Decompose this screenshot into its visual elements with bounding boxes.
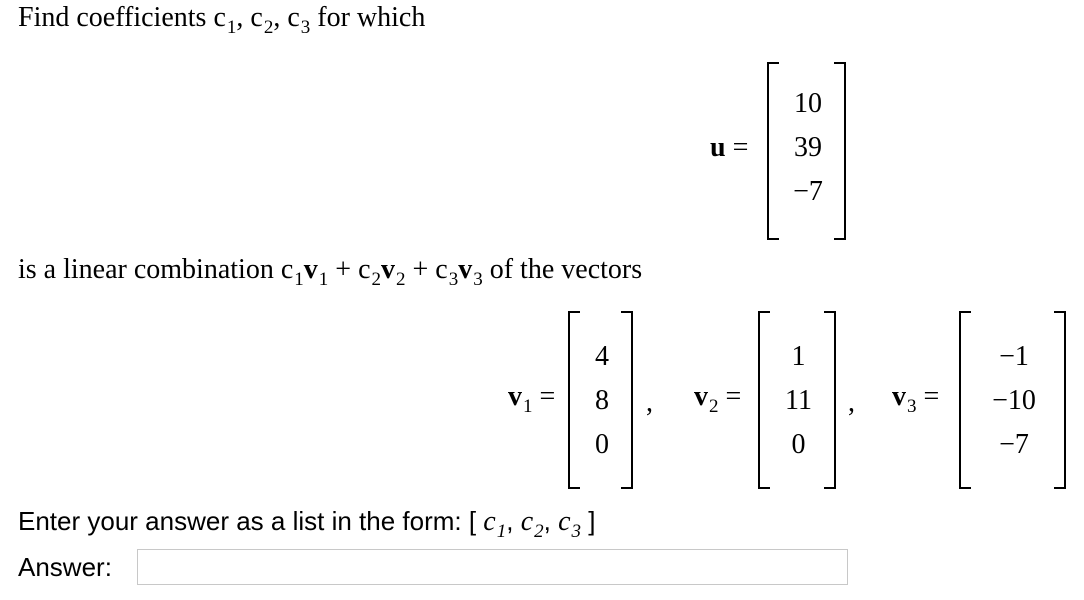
- find-text: Find coefficients: [18, 2, 214, 33]
- matrix-entry: 8: [595, 385, 609, 416]
- matrix-entry: 39: [794, 132, 822, 163]
- separator-comma: ,: [848, 387, 855, 418]
- v3-vector: [892, 311, 1072, 487]
- matrix-entry: −10: [992, 385, 1036, 416]
- matrix-entry: 0: [791, 429, 806, 460]
- matrix-entry: 10: [794, 88, 822, 119]
- v1-vector-label: $v_1$ =: [508, 381, 556, 417]
- linear-combination-text: is a linear combination $c_1v_1 + c_2v_2 + c_3v_3$ of the vectors: [18, 254, 643, 290]
- problem-statement: Find coefficients $c_1$, $c_2$, $c_3$ for which: [18, 2, 426, 38]
- answer-label: Answer:: [18, 552, 112, 582]
- matrix-entry: 4: [595, 341, 609, 372]
- separator-comma: ,: [646, 387, 653, 418]
- matrix-entry: 1: [791, 341, 806, 372]
- v2-vector: [694, 311, 874, 487]
- matrix-entry: 11: [785, 385, 812, 416]
- matrix-entry: 0: [595, 429, 609, 460]
- matrix-entry: −7: [793, 176, 823, 207]
- matrix-entry: −1: [999, 341, 1029, 372]
- answer-input[interactable]: [137, 549, 848, 585]
- matrix-entry: −7: [999, 429, 1029, 460]
- u-vector: [710, 62, 870, 238]
- v1-vector: [508, 311, 668, 487]
- v3-vector-label: $v_3$ =: [892, 381, 940, 417]
- u-vector-label: u =: [710, 132, 749, 163]
- answer-instruction: Enter your answer as a list in the form: [ $c_1$, $c_2$, $c_3$ ]: [18, 506, 596, 542]
- v2-vector-label: $v_2$ =: [694, 381, 742, 417]
